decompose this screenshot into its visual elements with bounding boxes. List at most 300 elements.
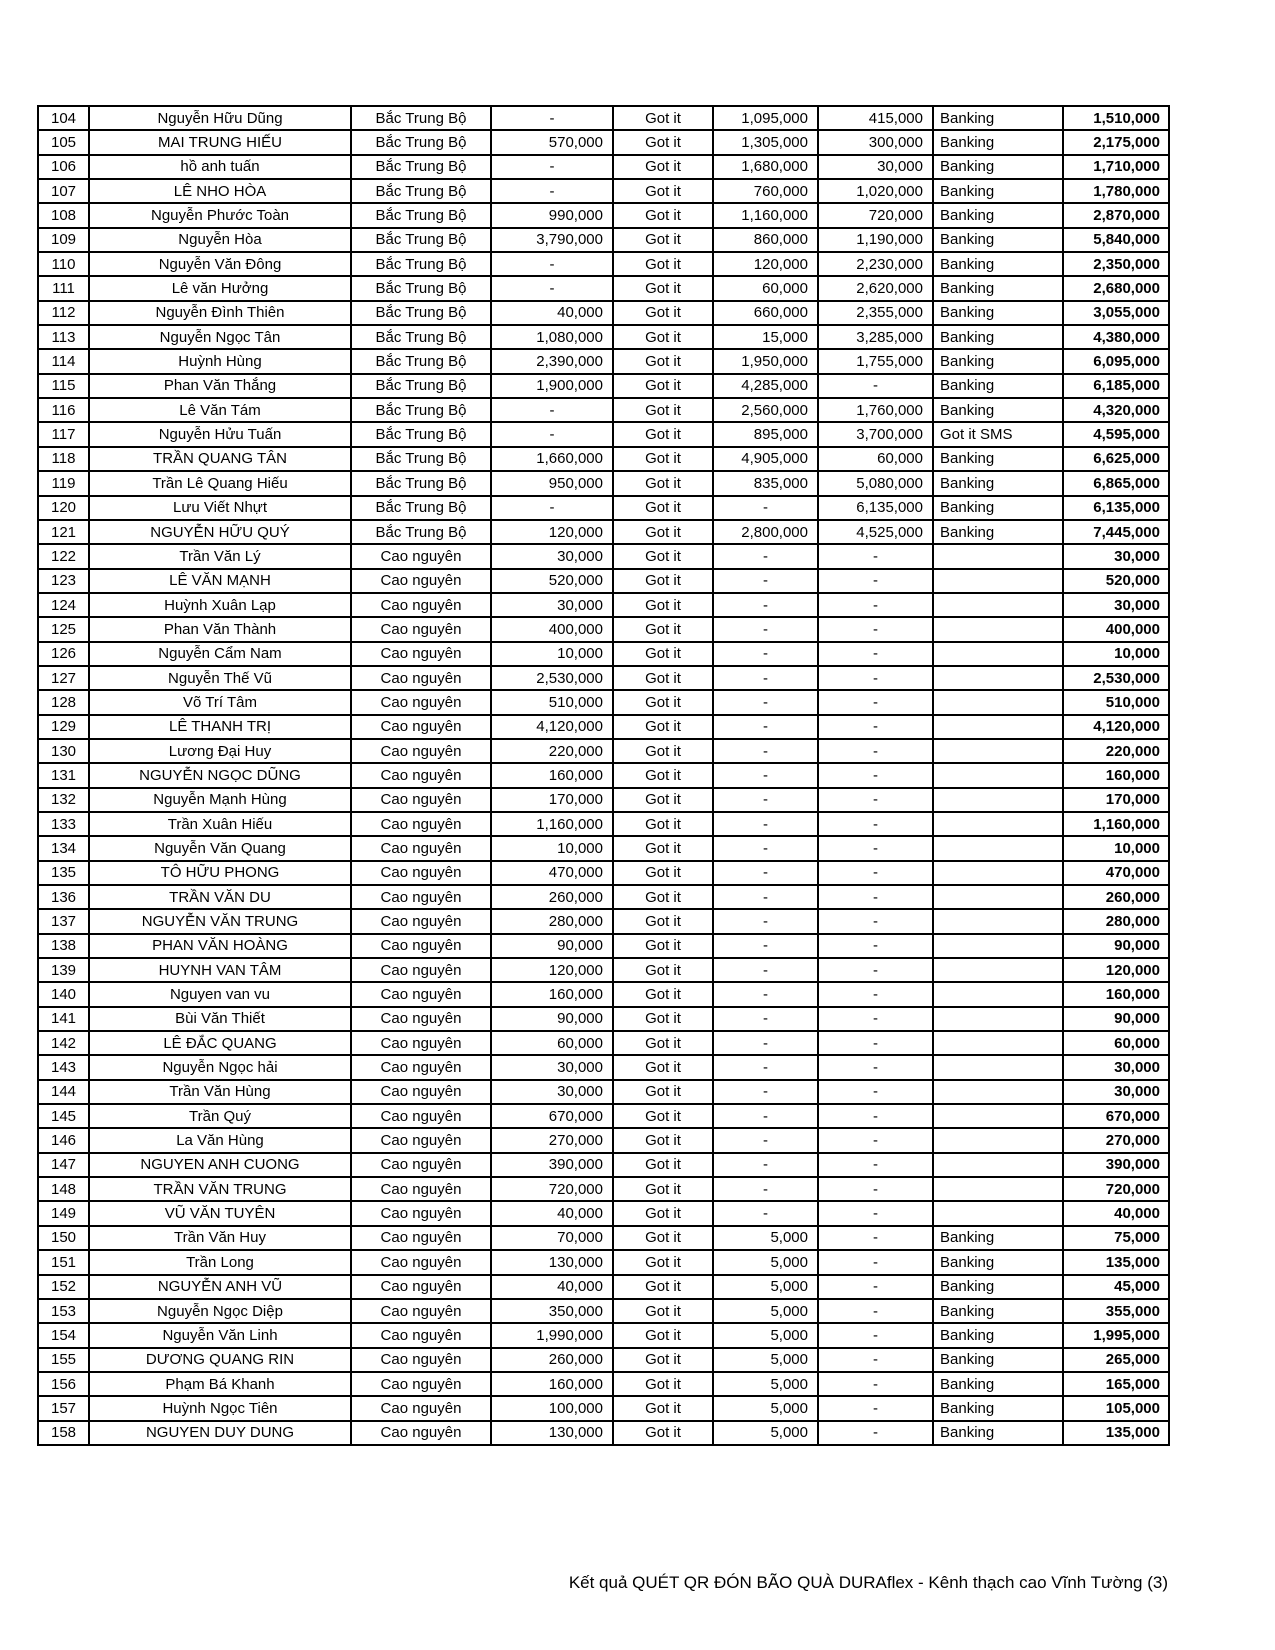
cell-amount-3: - — [818, 934, 933, 958]
cell-method — [933, 642, 1063, 666]
cell-status: Got it — [613, 1153, 713, 1177]
cell-amount-1: 1,900,000 — [491, 374, 613, 398]
cell-no: 139 — [38, 958, 89, 982]
table-row — [38, 1177, 1169, 1201]
cell-amount-2: - — [713, 861, 818, 885]
cell-status: Got it — [613, 471, 713, 495]
cell-amount-2: - — [713, 569, 818, 593]
cell-total: 400,000 — [1063, 617, 1169, 641]
cell-method — [933, 1104, 1063, 1128]
cell-status: Got it — [613, 788, 713, 812]
cell-total: 2,530,000 — [1063, 666, 1169, 690]
cell-total: 2,175,000 — [1063, 130, 1169, 154]
cell-amount-3: 4,525,000 — [818, 520, 933, 544]
cell-amount-3: - — [818, 812, 933, 836]
cell-method: Banking — [933, 447, 1063, 471]
table-row — [38, 593, 1169, 617]
table-row — [38, 1323, 1169, 1347]
cell-name: NGUYỄN HỮU QUÝ — [89, 520, 351, 544]
cell-amount-1: 260,000 — [491, 1348, 613, 1372]
cell-method: Banking — [933, 1226, 1063, 1250]
cell-amount-3: - — [818, 1055, 933, 1079]
cell-total: 160,000 — [1063, 982, 1169, 1006]
cell-method: Banking — [933, 106, 1063, 130]
cell-status: Got it — [613, 958, 713, 982]
cell-name: HUYNH VAN TÂM — [89, 958, 351, 982]
cell-name: NGUYỄN NGỌC DŨNG — [89, 763, 351, 787]
cell-amount-2: - — [713, 885, 818, 909]
cell-no: 138 — [38, 934, 89, 958]
cell-total: 40,000 — [1063, 1201, 1169, 1225]
cell-region: Bắc Trung Bộ — [351, 422, 491, 446]
cell-no: 124 — [38, 593, 89, 617]
cell-total: 265,000 — [1063, 1348, 1169, 1372]
cell-method — [933, 1055, 1063, 1079]
cell-status: Got it — [613, 228, 713, 252]
cell-no: 149 — [38, 1201, 89, 1225]
cell-amount-3: 1,020,000 — [818, 179, 933, 203]
cell-method — [933, 788, 1063, 812]
table-row — [38, 1421, 1169, 1445]
cell-total: 390,000 — [1063, 1153, 1169, 1177]
cell-status: Got it — [613, 252, 713, 276]
cell-no: 158 — [38, 1421, 89, 1445]
cell-amount-1: 390,000 — [491, 1153, 613, 1177]
table-row — [38, 1396, 1169, 1420]
cell-amount-2: 5,000 — [713, 1348, 818, 1372]
cell-no: 106 — [38, 155, 89, 179]
cell-status: Got it — [613, 1348, 713, 1372]
cell-status: Got it — [613, 1299, 713, 1323]
cell-method: Banking — [933, 325, 1063, 349]
cell-method: Banking — [933, 520, 1063, 544]
cell-region: Cao nguyên — [351, 1348, 491, 1372]
cell-region: Cao nguyên — [351, 958, 491, 982]
cell-name: Bùi Văn Thiết — [89, 1007, 351, 1031]
cell-total: 5,840,000 — [1063, 228, 1169, 252]
cell-amount-1: 1,990,000 — [491, 1323, 613, 1347]
cell-amount-2: - — [713, 1007, 818, 1031]
cell-name: Trần Văn Hùng — [89, 1080, 351, 1104]
cell-no: 157 — [38, 1396, 89, 1420]
cell-region: Cao nguyên — [351, 909, 491, 933]
cell-amount-3: - — [818, 763, 933, 787]
cell-region: Cao nguyên — [351, 1177, 491, 1201]
cell-name: PHAN VĂN HOÀNG — [89, 934, 351, 958]
cell-status: Got it — [613, 861, 713, 885]
cell-status: Got it — [613, 203, 713, 227]
cell-status: Got it — [613, 739, 713, 763]
table-row — [38, 301, 1169, 325]
cell-method — [933, 982, 1063, 1006]
cell-amount-1: 10,000 — [491, 642, 613, 666]
table-row — [38, 617, 1169, 641]
cell-amount-2: - — [713, 715, 818, 739]
cell-no: 116 — [38, 398, 89, 422]
cell-status: Got it — [613, 155, 713, 179]
table-row — [38, 1201, 1169, 1225]
cell-amount-2: 5,000 — [713, 1323, 818, 1347]
cell-no: 104 — [38, 106, 89, 130]
cell-amount-2: 1,095,000 — [713, 106, 818, 130]
cell-no: 111 — [38, 276, 89, 300]
cell-name: hồ anh tuấn — [89, 155, 351, 179]
cell-total: 670,000 — [1063, 1104, 1169, 1128]
cell-amount-3: - — [818, 1299, 933, 1323]
cell-amount-1: 950,000 — [491, 471, 613, 495]
cell-total: 220,000 — [1063, 739, 1169, 763]
cell-total: 6,135,000 — [1063, 496, 1169, 520]
cell-amount-1: - — [491, 252, 613, 276]
cell-amount-1: - — [491, 496, 613, 520]
cell-amount-2: - — [713, 1031, 818, 1055]
table-row — [38, 934, 1169, 958]
table-row — [38, 715, 1169, 739]
cell-status: Got it — [613, 447, 713, 471]
cell-method: Banking — [933, 496, 1063, 520]
cell-name: TRẦN VĂN DU — [89, 885, 351, 909]
cell-no: 131 — [38, 763, 89, 787]
cell-name: Nguyễn Văn Quang — [89, 836, 351, 860]
cell-amount-3: - — [818, 836, 933, 860]
cell-total: 260,000 — [1063, 885, 1169, 909]
cell-amount-3: 415,000 — [818, 106, 933, 130]
table-row — [38, 909, 1169, 933]
cell-amount-1: 160,000 — [491, 982, 613, 1006]
cell-total: 4,380,000 — [1063, 325, 1169, 349]
cell-amount-2: 1,680,000 — [713, 155, 818, 179]
cell-name: Huỳnh Ngọc Tiên — [89, 1396, 351, 1420]
cell-amount-2: - — [713, 496, 818, 520]
cell-amount-3: 5,080,000 — [818, 471, 933, 495]
cell-name: TRẦN QUANG TÂN — [89, 447, 351, 471]
cell-region: Bắc Trung Bộ — [351, 252, 491, 276]
cell-no: 135 — [38, 861, 89, 885]
cell-name: Nguyễn Văn Linh — [89, 1323, 351, 1347]
cell-amount-3: - — [818, 1177, 933, 1201]
cell-region: Bắc Trung Bộ — [351, 228, 491, 252]
cell-status: Got it — [613, 374, 713, 398]
cell-amount-2: - — [713, 836, 818, 860]
cell-no: 150 — [38, 1226, 89, 1250]
table-row — [38, 496, 1169, 520]
cell-amount-1: 120,000 — [491, 520, 613, 544]
cell-status: Got it — [613, 1323, 713, 1347]
cell-name: Huỳnh Hùng — [89, 349, 351, 373]
cell-status: Got it — [613, 349, 713, 373]
cell-name: MAI TRUNG HIẾU — [89, 130, 351, 154]
cell-status: Got it — [613, 982, 713, 1006]
cell-name: Nguyễn Ngọc hải — [89, 1055, 351, 1079]
cell-amount-3: - — [818, 739, 933, 763]
results-table — [37, 105, 1170, 1446]
cell-amount-1: 2,390,000 — [491, 349, 613, 373]
cell-method: Banking — [933, 301, 1063, 325]
cell-method — [933, 1153, 1063, 1177]
table-row — [38, 1250, 1169, 1274]
cell-no: 155 — [38, 1348, 89, 1372]
cell-name: LÊ NHO HÒA — [89, 179, 351, 203]
cell-total: 3,055,000 — [1063, 301, 1169, 325]
table-row — [38, 1031, 1169, 1055]
cell-name: Lương Đại Huy — [89, 739, 351, 763]
table-row — [38, 544, 1169, 568]
cell-total: 135,000 — [1063, 1250, 1169, 1274]
cell-amount-3: - — [818, 1201, 933, 1225]
cell-no: 148 — [38, 1177, 89, 1201]
cell-amount-2: - — [713, 739, 818, 763]
cell-amount-2: - — [713, 593, 818, 617]
cell-region: Cao nguyên — [351, 1055, 491, 1079]
cell-method: Banking — [933, 1372, 1063, 1396]
cell-method — [933, 690, 1063, 714]
cell-amount-3: - — [818, 861, 933, 885]
cell-no: 147 — [38, 1153, 89, 1177]
cell-region: Cao nguyên — [351, 544, 491, 568]
cell-no: 122 — [38, 544, 89, 568]
cell-no: 144 — [38, 1080, 89, 1104]
cell-region: Cao nguyên — [351, 617, 491, 641]
cell-method — [933, 1177, 1063, 1201]
cell-method: Banking — [933, 1323, 1063, 1347]
cell-total: 90,000 — [1063, 1007, 1169, 1031]
cell-amount-1: 120,000 — [491, 958, 613, 982]
cell-amount-1: 30,000 — [491, 593, 613, 617]
cell-method: Banking — [933, 1421, 1063, 1445]
cell-total: 4,120,000 — [1063, 715, 1169, 739]
cell-region: Cao nguyên — [351, 885, 491, 909]
cell-no: 143 — [38, 1055, 89, 1079]
table-row — [38, 1055, 1169, 1079]
cell-amount-1: 10,000 — [491, 836, 613, 860]
table-row — [38, 106, 1169, 130]
cell-region: Cao nguyên — [351, 1372, 491, 1396]
cell-no: 114 — [38, 349, 89, 373]
cell-amount-3: - — [818, 642, 933, 666]
cell-no: 141 — [38, 1007, 89, 1031]
cell-total: 6,185,000 — [1063, 374, 1169, 398]
cell-amount-3: - — [818, 593, 933, 617]
cell-total: 30,000 — [1063, 593, 1169, 617]
cell-status: Got it — [613, 666, 713, 690]
cell-amount-3: - — [818, 617, 933, 641]
cell-name: NGUYEN DUY DUNG — [89, 1421, 351, 1445]
cell-total: 6,095,000 — [1063, 349, 1169, 373]
cell-amount-3: - — [818, 666, 933, 690]
cell-name: Trần Văn Huy — [89, 1226, 351, 1250]
cell-amount-3: - — [818, 1153, 933, 1177]
cell-amount-3: - — [818, 1226, 933, 1250]
table-row — [38, 763, 1169, 787]
cell-total: 30,000 — [1063, 544, 1169, 568]
table-row — [38, 1275, 1169, 1299]
cell-status: Got it — [613, 617, 713, 641]
cell-no: 151 — [38, 1250, 89, 1274]
cell-region: Cao nguyên — [351, 934, 491, 958]
cell-amount-2: 5,000 — [713, 1226, 818, 1250]
cell-amount-1: 30,000 — [491, 1055, 613, 1079]
cell-amount-2: - — [713, 788, 818, 812]
table-row — [38, 739, 1169, 763]
cell-amount-2: - — [713, 1128, 818, 1152]
cell-method — [933, 569, 1063, 593]
cell-status: Got it — [613, 1396, 713, 1420]
cell-amount-1: 40,000 — [491, 301, 613, 325]
cell-region: Cao nguyên — [351, 715, 491, 739]
cell-amount-1: 670,000 — [491, 1104, 613, 1128]
cell-status: Got it — [613, 763, 713, 787]
cell-amount-3: 720,000 — [818, 203, 933, 227]
cell-total: 6,865,000 — [1063, 471, 1169, 495]
cell-total: 2,870,000 — [1063, 203, 1169, 227]
cell-amount-1: 570,000 — [491, 130, 613, 154]
table-row — [38, 179, 1169, 203]
cell-amount-2: - — [713, 909, 818, 933]
cell-amount-2: 5,000 — [713, 1299, 818, 1323]
cell-amount-3: - — [818, 715, 933, 739]
cell-method: Banking — [933, 1275, 1063, 1299]
cell-total: 1,995,000 — [1063, 1323, 1169, 1347]
cell-amount-2: - — [713, 763, 818, 787]
table-row — [38, 1080, 1169, 1104]
cell-amount-2: 5,000 — [713, 1421, 818, 1445]
cell-region: Cao nguyên — [351, 569, 491, 593]
cell-name: NGUYỄN ANH VŨ — [89, 1275, 351, 1299]
cell-amount-3: - — [818, 1104, 933, 1128]
cell-amount-1: 60,000 — [491, 1031, 613, 1055]
cell-amount-2: 5,000 — [713, 1275, 818, 1299]
cell-no: 117 — [38, 422, 89, 446]
cell-method — [933, 885, 1063, 909]
cell-status: Got it — [613, 1372, 713, 1396]
cell-total: 520,000 — [1063, 569, 1169, 593]
cell-region: Cao nguyên — [351, 982, 491, 1006]
cell-region: Bắc Trung Bộ — [351, 301, 491, 325]
cell-region: Cao nguyên — [351, 1080, 491, 1104]
cell-region: Bắc Trung Bộ — [351, 276, 491, 300]
cell-region: Cao nguyên — [351, 1226, 491, 1250]
cell-region: Cao nguyên — [351, 1128, 491, 1152]
cell-amount-2: - — [713, 982, 818, 1006]
cell-amount-1: 1,160,000 — [491, 812, 613, 836]
cell-status: Got it — [613, 496, 713, 520]
cell-amount-1: 170,000 — [491, 788, 613, 812]
cell-amount-3: 300,000 — [818, 130, 933, 154]
cell-total: 470,000 — [1063, 861, 1169, 885]
cell-amount-1: 270,000 — [491, 1128, 613, 1152]
cell-no: 115 — [38, 374, 89, 398]
cell-region: Cao nguyên — [351, 1104, 491, 1128]
cell-amount-1: 70,000 — [491, 1226, 613, 1250]
cell-amount-2: 4,905,000 — [713, 447, 818, 471]
cell-method: Banking — [933, 130, 1063, 154]
cell-region: Cao nguyên — [351, 1396, 491, 1420]
table-row — [38, 1128, 1169, 1152]
table-row — [38, 228, 1169, 252]
cell-amount-1: 400,000 — [491, 617, 613, 641]
cell-amount-2: - — [713, 666, 818, 690]
cell-amount-2: 15,000 — [713, 325, 818, 349]
cell-total: 7,445,000 — [1063, 520, 1169, 544]
table-row — [38, 836, 1169, 860]
cell-method — [933, 544, 1063, 568]
cell-status: Got it — [613, 1226, 713, 1250]
cell-amount-3: 2,355,000 — [818, 301, 933, 325]
cell-name: VŨ VĂN TUYÊN — [89, 1201, 351, 1225]
cell-region: Bắc Trung Bộ — [351, 203, 491, 227]
cell-name: TRẦN VĂN TRUNG — [89, 1177, 351, 1201]
cell-method: Banking — [933, 1299, 1063, 1323]
cell-amount-2: - — [713, 1104, 818, 1128]
cell-region: Cao nguyên — [351, 593, 491, 617]
cell-method — [933, 909, 1063, 933]
cell-status: Got it — [613, 398, 713, 422]
cell-region: Cao nguyên — [351, 1250, 491, 1274]
table-row — [38, 374, 1169, 398]
table-row — [38, 885, 1169, 909]
cell-no: 136 — [38, 885, 89, 909]
table-row — [38, 447, 1169, 471]
cell-status: Got it — [613, 1031, 713, 1055]
cell-no: 110 — [38, 252, 89, 276]
cell-status: Got it — [613, 179, 713, 203]
cell-region: Bắc Trung Bộ — [351, 349, 491, 373]
cell-amount-2: - — [713, 1080, 818, 1104]
cell-status: Got it — [613, 593, 713, 617]
cell-name: Trần Văn Lý — [89, 544, 351, 568]
cell-name: LÊ THANH TRỊ — [89, 715, 351, 739]
cell-amount-1: 100,000 — [491, 1396, 613, 1420]
cell-amount-1: 30,000 — [491, 1080, 613, 1104]
cell-amount-1: 260,000 — [491, 885, 613, 909]
cell-name: Phan Văn Thắng — [89, 374, 351, 398]
cell-amount-2: 5,000 — [713, 1396, 818, 1420]
cell-region: Cao nguyên — [351, 690, 491, 714]
cell-region: Cao nguyên — [351, 1299, 491, 1323]
cell-amount-2: - — [713, 812, 818, 836]
cell-method — [933, 666, 1063, 690]
cell-amount-3: - — [818, 1348, 933, 1372]
cell-total: 6,625,000 — [1063, 447, 1169, 471]
cell-status: Got it — [613, 715, 713, 739]
cell-name: Nguyễn Phước Toàn — [89, 203, 351, 227]
cell-region: Cao nguyên — [351, 812, 491, 836]
cell-total: 4,595,000 — [1063, 422, 1169, 446]
cell-amount-3: 60,000 — [818, 447, 933, 471]
cell-region: Cao nguyên — [351, 836, 491, 860]
cell-region: Bắc Trung Bộ — [351, 447, 491, 471]
cell-no: 146 — [38, 1128, 89, 1152]
cell-amount-3: - — [818, 909, 933, 933]
cell-status: Got it — [613, 1104, 713, 1128]
table-row — [38, 1153, 1169, 1177]
cell-total: 355,000 — [1063, 1299, 1169, 1323]
cell-total: 2,680,000 — [1063, 276, 1169, 300]
cell-amount-3: - — [818, 982, 933, 1006]
cell-method: Banking — [933, 252, 1063, 276]
cell-method: Banking — [933, 1250, 1063, 1274]
cell-amount-1: - — [491, 422, 613, 446]
cell-region: Bắc Trung Bộ — [351, 398, 491, 422]
cell-name: Phạm Bá Khanh — [89, 1372, 351, 1396]
table-row — [38, 276, 1169, 300]
cell-name: Nguyễn Cẩm Nam — [89, 642, 351, 666]
cell-region: Cao nguyên — [351, 1153, 491, 1177]
table-row — [38, 252, 1169, 276]
cell-no: 132 — [38, 788, 89, 812]
cell-amount-1: 720,000 — [491, 1177, 613, 1201]
cell-total: 30,000 — [1063, 1055, 1169, 1079]
